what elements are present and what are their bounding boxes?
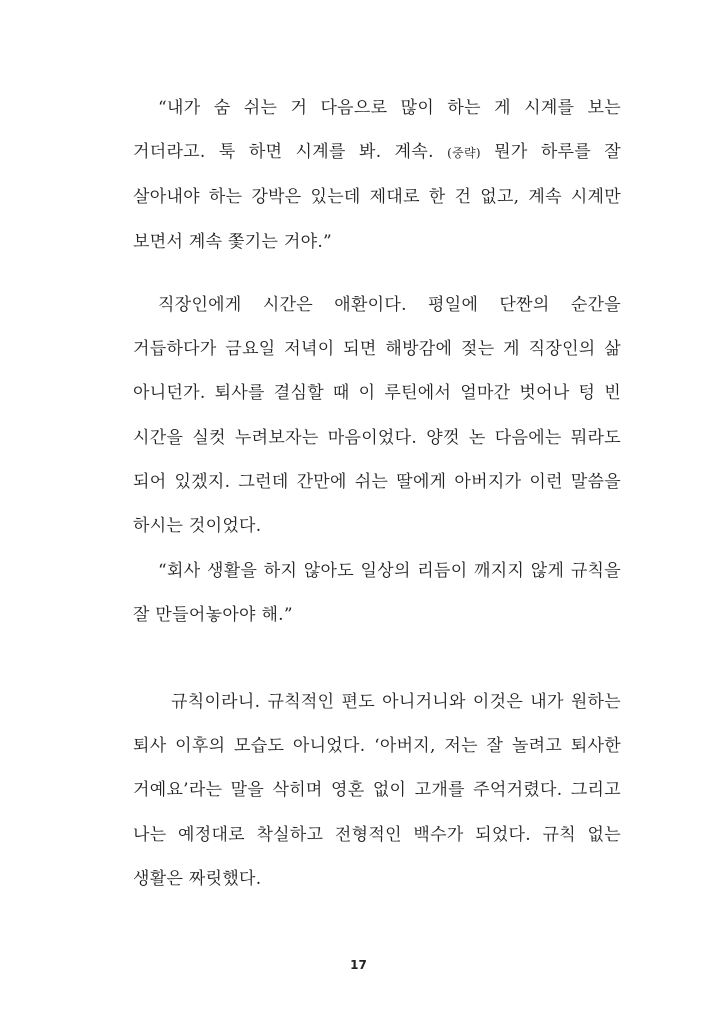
omission-note: (중략) xyxy=(447,146,481,161)
paragraph-text: 뭔가 하루를 잘 살아내야 하는 강박은 있는데 제대로 한 건 없고, 계속 시계만 보면서 계속 쫓기는 거야.” xyxy=(133,142,621,252)
paragraph-quote-rules: “회사 생활을 하지 않아도 일상의 리듬이 깨지지 않게 규칙을 잘 만들어놓아야 해.” xyxy=(133,561,621,626)
paragraph-quote-father-clock xyxy=(133,86,621,264)
paragraph-rules-reflection: 규칙이라니. 규칙적인 편도 아니거니와 이것은 내가 원하는 퇴사 이후의 모습도 아니었다. ‘아버지, 저는 잘 놀려고 퇴사한 거예요’라는 말을 삭히며 영혼 없이 고개를 주억거렸다. 그리고 나는 예정대로 착실하고 전형적인 백수가 되었다. 규칙 없는 생활은 짜릿했다. xyxy=(133,692,621,889)
paragraph-text: “내가 숨 쉬는 거 다음으로 많이 하는 게 시계를 보는 거더라고. 툭 하면 시계를 봐. 계속. xyxy=(133,98,621,163)
paragraph-office-worker-time: 직장인에게 시간은 애환이다. 평일에 단짠의 순간을 거듭하다가 금요일 저녁이 되면 해방감에 젖는 게 직장인의 삶 아니던가. 퇴사를 결심할 때 이 루틴에서 얼마간 벗어나 텅 빈 시간을 실컷 누려보자는 마음이었다. 양껏 논 다음에는 뭐라도 되어 있겠지. 그런데 간만에 쉬는 딸에게 아버지가 이런 말씀을 하시는 것이었다. xyxy=(133,295,621,537)
page-number: 17 xyxy=(350,958,367,972)
